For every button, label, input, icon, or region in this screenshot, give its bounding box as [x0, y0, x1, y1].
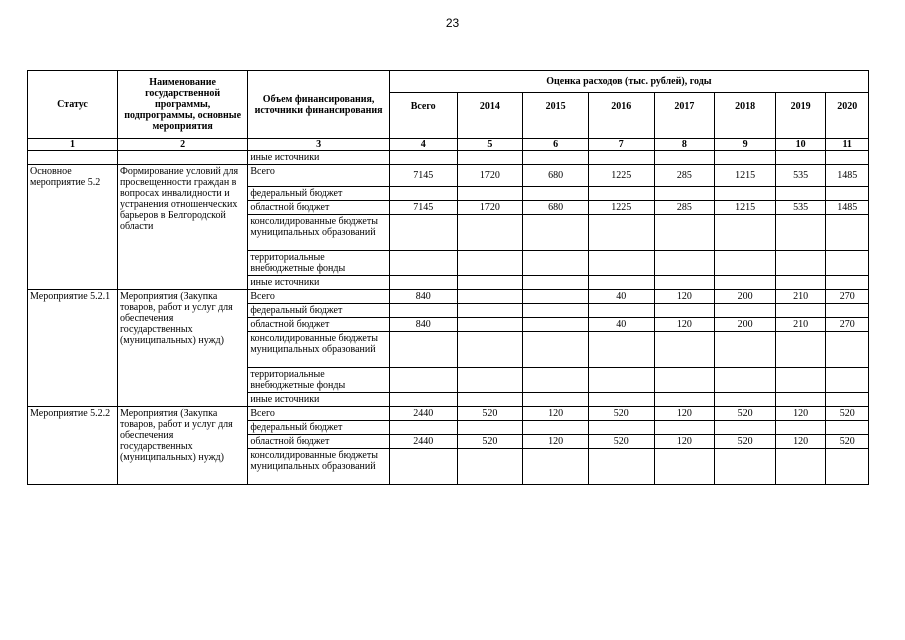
- value-cell: [457, 368, 523, 393]
- column-index: 10: [775, 139, 826, 151]
- value-cell: [389, 449, 457, 485]
- value-cell: 120: [654, 318, 715, 332]
- value-cell: 2440: [389, 435, 457, 449]
- value-cell: [457, 276, 523, 290]
- value-cell: [588, 449, 654, 485]
- value-cell: 1720: [457, 165, 523, 187]
- source-cell: Всего: [248, 290, 390, 304]
- value-cell: [826, 449, 869, 485]
- source-cell: федеральный бюджет: [248, 421, 390, 435]
- value-cell: [457, 421, 523, 435]
- value-cell: 680: [523, 201, 589, 215]
- value-cell: [523, 276, 589, 290]
- value-cell: [715, 251, 776, 276]
- value-cell: [389, 251, 457, 276]
- value-cell: 840: [389, 290, 457, 304]
- column-index: 8: [654, 139, 715, 151]
- value-cell: [654, 251, 715, 276]
- value-cell: [775, 421, 826, 435]
- value-cell: 520: [715, 407, 776, 421]
- value-cell: [457, 251, 523, 276]
- value-cell: [523, 318, 589, 332]
- value-cell: 285: [654, 165, 715, 187]
- header-year: 2017: [654, 93, 715, 139]
- value-cell: [826, 187, 869, 201]
- value-cell: [389, 393, 457, 407]
- column-index: 2: [117, 139, 247, 151]
- value-cell: 7145: [389, 201, 457, 215]
- value-cell: [715, 215, 776, 251]
- value-cell: 520: [588, 407, 654, 421]
- value-cell: [588, 368, 654, 393]
- value-cell: [826, 215, 869, 251]
- value-cell: 1215: [715, 201, 776, 215]
- value-cell: [523, 449, 589, 485]
- value-cell: [523, 187, 589, 201]
- source-cell: иные источники: [248, 276, 390, 290]
- value-cell: [775, 393, 826, 407]
- column-index: 1: [28, 139, 118, 151]
- table-row: [28, 407, 869, 421]
- value-cell: [588, 304, 654, 318]
- value-cell: 2440: [389, 407, 457, 421]
- value-cell: [389, 187, 457, 201]
- value-cell: [826, 368, 869, 393]
- value-cell: [775, 276, 826, 290]
- value-cell: 120: [523, 407, 589, 421]
- value-cell: [715, 276, 776, 290]
- page-number: 23: [445, 16, 460, 30]
- value-cell: 270: [826, 318, 869, 332]
- value-cell: [654, 368, 715, 393]
- source-cell: областной бюджет: [248, 318, 390, 332]
- value-cell: [715, 151, 776, 165]
- value-cell: [457, 332, 523, 368]
- value-cell: [654, 304, 715, 318]
- value-cell: [588, 187, 654, 201]
- source-cell: консолидированные бюджеты муниципальных образований: [248, 449, 390, 485]
- value-cell: [775, 151, 826, 165]
- column-index: 11: [826, 139, 869, 151]
- value-cell: [588, 421, 654, 435]
- column-index: 9: [715, 139, 776, 151]
- value-cell: [715, 368, 776, 393]
- source-cell: иные источники: [248, 151, 390, 165]
- financing-table: [27, 70, 869, 485]
- value-cell: [457, 304, 523, 318]
- value-cell: 120: [523, 435, 589, 449]
- value-cell: 680: [523, 165, 589, 187]
- value-cell: [389, 304, 457, 318]
- table-row: [28, 165, 869, 187]
- value-cell: 840: [389, 318, 457, 332]
- value-cell: [826, 421, 869, 435]
- value-cell: 200: [715, 318, 776, 332]
- value-cell: 120: [775, 407, 826, 421]
- value-cell: [775, 251, 826, 276]
- value-cell: 1225: [588, 165, 654, 187]
- header-year: Всего: [389, 93, 457, 139]
- value-cell: [523, 290, 589, 304]
- value-cell: [523, 332, 589, 368]
- value-cell: 520: [826, 407, 869, 421]
- value-cell: 210: [775, 318, 826, 332]
- value-cell: 40: [588, 318, 654, 332]
- value-cell: [523, 151, 589, 165]
- header-year: 2020: [826, 93, 869, 139]
- header-year: 2018: [715, 93, 776, 139]
- header-year: 2014: [457, 93, 523, 139]
- value-cell: 120: [654, 435, 715, 449]
- header-year: 2015: [523, 93, 589, 139]
- value-cell: [389, 421, 457, 435]
- value-cell: [457, 393, 523, 407]
- value-cell: 1485: [826, 165, 869, 187]
- value-cell: 210: [775, 290, 826, 304]
- value-cell: [654, 215, 715, 251]
- value-cell: 520: [457, 435, 523, 449]
- value-cell: 520: [457, 407, 523, 421]
- value-cell: 40: [588, 290, 654, 304]
- name-cell: Мероприятия (Закупка товаров, работ и услуг для обеспечения государственных (муниципальных) нужд): [117, 290, 247, 407]
- source-cell: Всего: [248, 165, 390, 187]
- value-cell: [715, 332, 776, 368]
- value-cell: [654, 187, 715, 201]
- source-cell: областной бюджет: [248, 435, 390, 449]
- value-cell: 270: [826, 290, 869, 304]
- column-index: 7: [588, 139, 654, 151]
- value-cell: [715, 393, 776, 407]
- value-cell: [654, 276, 715, 290]
- source-cell: областной бюджет: [248, 201, 390, 215]
- column-index: 5: [457, 139, 523, 151]
- value-cell: [654, 151, 715, 165]
- value-cell: [389, 368, 457, 393]
- header-status: Статус: [28, 71, 118, 139]
- value-cell: [654, 421, 715, 435]
- source-cell: консолидированные бюджеты муниципальных образований: [248, 215, 390, 251]
- header-year: 2019: [775, 93, 826, 139]
- header-year: 2016: [588, 93, 654, 139]
- source-cell: территориальные внебюджетные фонды: [248, 251, 390, 276]
- value-cell: [826, 393, 869, 407]
- value-cell: [523, 393, 589, 407]
- value-cell: 120: [654, 407, 715, 421]
- name-cell: Мероприятия (Закупка товаров, работ и услуг для обеспечения государственных (муниципальных) нужд): [117, 407, 247, 485]
- header-estimate: Оценка расходов (тыс. рублей), годы: [389, 71, 868, 93]
- source-cell: территориальные внебюджетные фонды: [248, 368, 390, 393]
- value-cell: [389, 332, 457, 368]
- column-index: 4: [389, 139, 457, 151]
- value-cell: [775, 187, 826, 201]
- value-cell: 200: [715, 290, 776, 304]
- value-cell: [457, 151, 523, 165]
- value-cell: [715, 187, 776, 201]
- value-cell: [588, 215, 654, 251]
- value-cell: [775, 368, 826, 393]
- value-cell: [523, 251, 589, 276]
- value-cell: [389, 151, 457, 165]
- column-index: 3: [248, 139, 390, 151]
- value-cell: [826, 304, 869, 318]
- status-cell: Основное мероприятие 5.2: [28, 165, 118, 290]
- value-cell: [775, 215, 826, 251]
- source-cell: федеральный бюджет: [248, 304, 390, 318]
- table-row: [28, 290, 869, 304]
- value-cell: [826, 276, 869, 290]
- value-cell: [588, 393, 654, 407]
- value-cell: 535: [775, 201, 826, 215]
- source-cell: федеральный бюджет: [248, 187, 390, 201]
- value-cell: 1215: [715, 165, 776, 187]
- value-cell: 520: [715, 435, 776, 449]
- source-cell: консолидированные бюджеты муниципальных образований: [248, 332, 390, 368]
- header-name: Наименование государственной программы, подпрограммы, основные мероприятия: [117, 71, 247, 139]
- value-cell: [775, 304, 826, 318]
- value-cell: [715, 421, 776, 435]
- value-cell: 1485: [826, 201, 869, 215]
- value-cell: [457, 187, 523, 201]
- value-cell: [588, 276, 654, 290]
- value-cell: [523, 421, 589, 435]
- value-cell: [654, 332, 715, 368]
- status-cell: Мероприятие 5.2.1: [28, 290, 118, 407]
- value-cell: 535: [775, 165, 826, 187]
- status-cell: [28, 151, 118, 165]
- value-cell: [523, 215, 589, 251]
- value-cell: [457, 290, 523, 304]
- value-cell: [588, 151, 654, 165]
- status-cell: Мероприятие 5.2.2: [28, 407, 118, 485]
- value-cell: 1225: [588, 201, 654, 215]
- value-cell: [826, 151, 869, 165]
- value-cell: [654, 393, 715, 407]
- value-cell: [457, 318, 523, 332]
- source-cell: Всего: [248, 407, 390, 421]
- value-cell: [775, 449, 826, 485]
- value-cell: [457, 449, 523, 485]
- value-cell: [588, 332, 654, 368]
- header-volume: Объем финансирования, источники финансирования: [248, 71, 390, 139]
- value-cell: [826, 332, 869, 368]
- value-cell: [457, 215, 523, 251]
- value-cell: [826, 251, 869, 276]
- name-cell: Формирование условий для просвещенности граждан в вопросах инвалидности и устранения отношенческих барьеров в Белгородской области: [117, 165, 247, 290]
- value-cell: 120: [654, 290, 715, 304]
- value-cell: [775, 332, 826, 368]
- column-index: 6: [523, 139, 589, 151]
- name-cell: [117, 151, 247, 165]
- table-row: [28, 151, 869, 165]
- value-cell: 520: [826, 435, 869, 449]
- value-cell: [715, 304, 776, 318]
- value-cell: [389, 215, 457, 251]
- value-cell: 285: [654, 201, 715, 215]
- value-cell: 1720: [457, 201, 523, 215]
- value-cell: 120: [775, 435, 826, 449]
- value-cell: 7145: [389, 165, 457, 187]
- value-cell: 520: [588, 435, 654, 449]
- value-cell: [523, 304, 589, 318]
- value-cell: [588, 251, 654, 276]
- value-cell: [389, 276, 457, 290]
- value-cell: [523, 368, 589, 393]
- value-cell: [715, 449, 776, 485]
- value-cell: [654, 449, 715, 485]
- source-cell: иные источники: [248, 393, 390, 407]
